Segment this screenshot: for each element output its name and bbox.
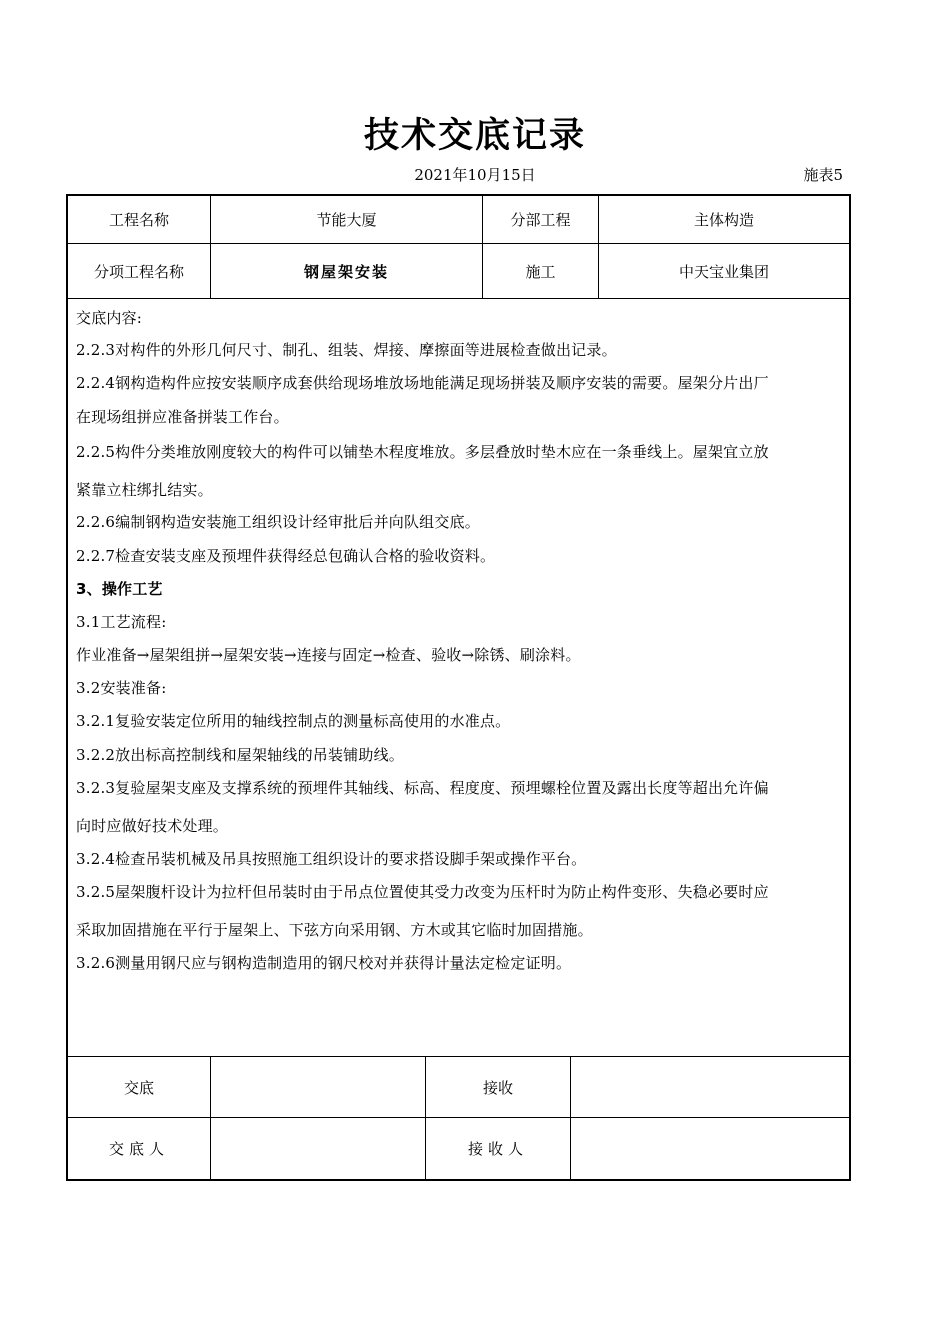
division-value: 主体构造 (693, 211, 754, 229)
content-line: 3.2.2放出标高控制线和屋架轴线的吊装铺助线。 (76, 746, 404, 764)
briefing-content (76, 306, 846, 986)
row-divider (67, 298, 850, 299)
document-title: 技术交底记录 (363, 116, 586, 156)
document-date: 2021年10月15日 (414, 166, 536, 184)
content-line: 2.2.3对构件的外形几何尺寸、制孔、组装、焊接、摩擦面等进展检查做出记录。 (76, 341, 617, 359)
handover-value (211, 1057, 425, 1117)
section-heading: 3、操作工艺 (76, 580, 163, 598)
content-line: 采取加固措施在平行于屋架上、下弦方向采用钢、方木或其它临时加固措施。 (76, 921, 593, 939)
content-line: 作业准备→屋架组拼→屋架安装→连接与固定→检查、验收→除锈、刷涂料。 (76, 646, 581, 664)
content-intro: 交底内容: (76, 309, 143, 327)
handover-person-label: 交底人 (108, 1140, 169, 1158)
content-line: 3.2.4检查吊装机械及吊具按照施工组织设计的要求搭设脚手架或操作平台。 (76, 850, 587, 868)
content-line: 向时应做好技术处理。 (76, 817, 229, 835)
construction-label: 施工 (525, 262, 556, 281)
content-line: 3.2.3复验屋架支座及支撑系统的预埋件其轴线、标高、程度度、预埋螺栓位置及露出长度等超出允许偏 (76, 779, 769, 797)
content-line: 2.2.4钢构造构件应按安装顺序成套供给现场堆放场地能满足现场拼装及顺序安装的需要。屋架分片出厂 (76, 374, 769, 392)
project-name-label: 工程名称 (108, 211, 169, 229)
subitem-name-value: 钢屋架安装 (303, 262, 389, 281)
subitem-name-label: 分项工程名称 (93, 262, 184, 281)
content-line: 3.2.5屋架腹杆设计为拉杆但吊装时由于吊点位置使其受力改变为压杆时为防止构件变形、失稳必要时应 (76, 883, 769, 901)
content-line: 紧靠立柱绑扎结实。 (76, 481, 213, 499)
content-line: 3.2.6测量用钢尺应与钢构造制造用的钢尺校对并获得计量法定检定证明。 (76, 954, 572, 972)
receive-value (571, 1057, 849, 1117)
division-label: 分部工程 (510, 211, 571, 229)
handover-label: 交底 (123, 1078, 154, 1097)
content-line: 2.2.5构件分类堆放刚度较大的构件可以铺垫木程度堆放。多层叠放时垫木应在一条垂线上。屋架宜立放 (76, 443, 769, 461)
content-line: 2.2.6编制钢构造安装施工组织设计经审批后并向队组交底。 (76, 513, 480, 531)
construction-value: 中天宝业集团 (678, 262, 769, 281)
content-line: 3.1工艺流程: (76, 613, 167, 631)
handover-person-value (211, 1118, 425, 1179)
receiver-value (571, 1118, 849, 1179)
receiver-label: 接收人 (467, 1140, 528, 1158)
project-name-value: 节能大厦 (316, 211, 377, 229)
content-line: 2.2.7检查安装支座及预埋件获得经总包确认合格的验收资料。 (76, 547, 496, 565)
receive-label: 接收 (482, 1078, 513, 1097)
content-line: 3.2.1复验安装定位所用的轴线控制点的测量标高使用的水准点。 (76, 712, 511, 730)
content-line: 在现场组拼应准备拼装工作台。 (76, 408, 289, 426)
form-number: 施表5 (803, 166, 843, 184)
content-line: 3.2安装准备: (76, 679, 167, 697)
